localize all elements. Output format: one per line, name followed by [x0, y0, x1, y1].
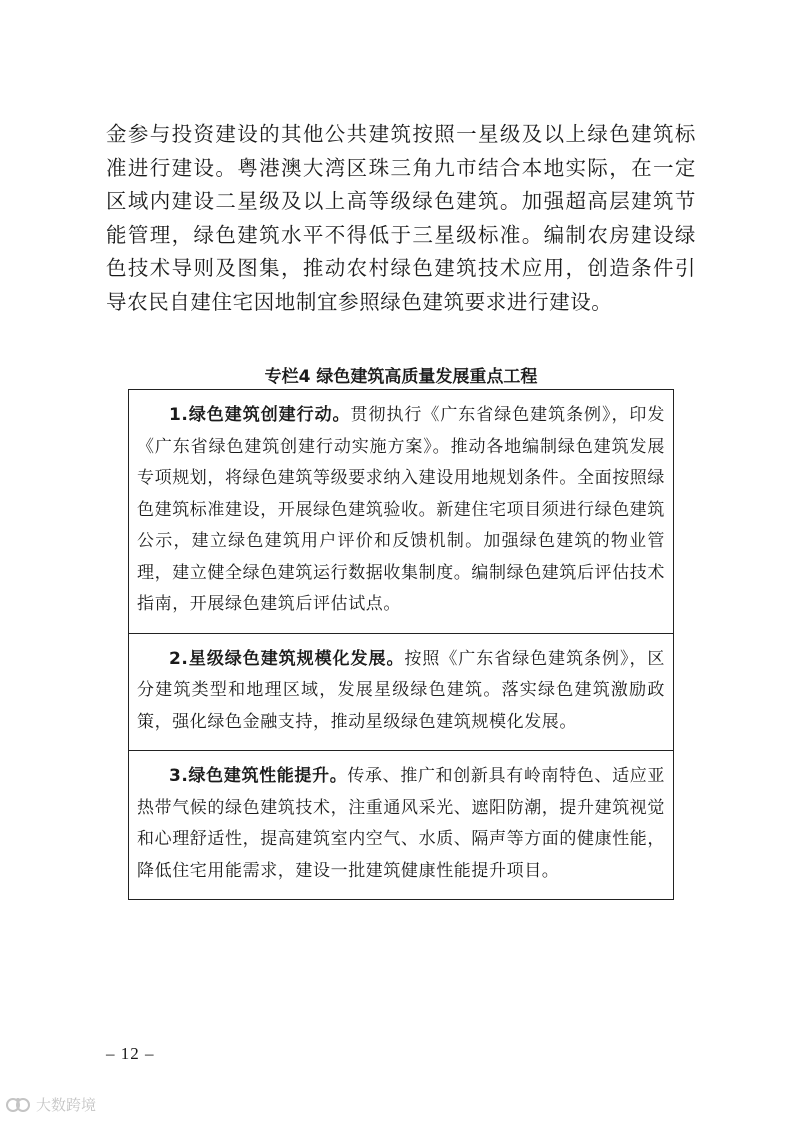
watermark-text: 大数跨境	[36, 1096, 97, 1114]
project-item-2-body: 按照《广东省绿色建筑条例》，区分建筑类型和地理区域，发展星级绿色建筑。落实绿色建筑激励政策，强化绿色金融支持，推动星级绿色建筑规模化发展。	[137, 648, 666, 732]
project-item-3	[129, 751, 673, 899]
project-item-1	[129, 390, 673, 634]
watermark	[6, 1094, 96, 1115]
logo-icon	[6, 1096, 32, 1114]
intro-paragraph: 金参与投资建设的其他公共建筑按照一星级及以上绿色建筑标准进行建设。粤港澳大湾区珠三角九市结合本地实际，在一定区域内建设二星级及以上高等级绿色建筑。加强超高层建筑节能管理，绿色建筑水平不得低于三星级标准。编制农房建设绿色技术导则及图集，推动农村绿色建筑技术应用，创造条件引导农民自建住宅因地制宜参照绿色建筑要求进行建设。	[106, 122, 696, 314]
project-item-3-heading: 3.绿色建筑性能提升。	[169, 766, 348, 786]
project-item-3-body: 传承、推广和创新具有岭南特色、适应亚热带气候的绿色建筑技术，注重通风采光、遮阳防潮，提升建筑视觉和心理舒适性，提高建筑室内空气、水质、隔声等方面的健康性能，降低住宅用能需求，建设一批建筑健康性能提升项目。	[137, 766, 665, 881]
project-item-1-body: 贯彻执行《广东省绿色建筑条例》，印发《广东省绿色建筑创建行动实施方案》。推动各地编制绿色建筑发展专项规划，将绿色建筑等级要求纳入建设用地规划条件。全面按照绿色建筑标准建设，开展绿色建筑验收。新建住宅项目须进行绿色建筑公示，建立绿色建筑用户评价和反馈机制。加强绿色建筑的物业管理，建立健全绿色建筑运行数据收集制度。编制绿色建筑后评估技术指南，开展绿色建筑后评估试点。	[137, 405, 665, 614]
key-projects-box	[128, 389, 674, 900]
project-item-2	[129, 634, 673, 752]
page-number: – 12 –	[106, 1044, 155, 1063]
project-item-1-heading: 1.绿色建筑创建行动。	[169, 405, 351, 425]
project-item-2-heading: 2.星级绿色建筑规模化发展。	[169, 648, 405, 669]
box-title: 专栏4 绿色建筑高质量发展重点工程	[264, 367, 538, 387]
